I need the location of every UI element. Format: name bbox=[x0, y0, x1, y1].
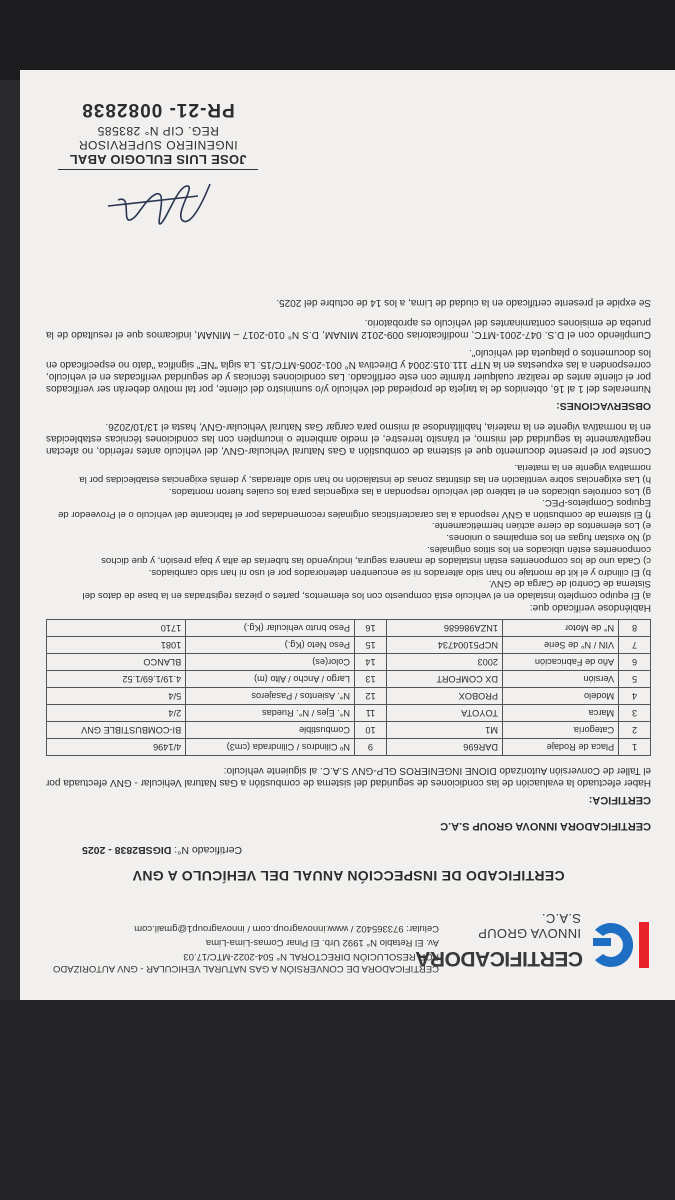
certificate-number-value: DIGSB2838 - 2025 bbox=[82, 844, 172, 856]
field-value: DX COMFORT bbox=[386, 671, 502, 688]
certifica-heading: CERTIFICA: bbox=[588, 794, 651, 806]
row-number: 10 bbox=[355, 722, 387, 739]
issue-date-line: Se expide el presente certificado en la ciudad de Lima, a los 14 de octubre del 2025. bbox=[276, 296, 651, 308]
row-number: 7 bbox=[619, 637, 651, 654]
field-label: Modelo bbox=[503, 688, 619, 705]
row-number: 16 bbox=[355, 620, 387, 637]
conclusion-paragraph: Conste por el presente documento que el sistema de combustión a Gas Natural Vehicular-GNV, del vehículo antes referido, no afectan negativamente la seguridad del mismo, el tránsito terrestre, el medio ambiente o incumplen con las condiciones técnicas establecidas en la normativa vigente en la materia, habilitándose al mismo para cargar Gas Natural Vehicular-GNV, hasta el 13/10/2026. bbox=[46, 420, 651, 456]
list-item: d) No existan fugas en los empalmes o uniones. bbox=[446, 532, 651, 544]
field-label: Año de Fabricación bbox=[503, 654, 619, 671]
logo-icon bbox=[587, 916, 651, 974]
field-label: Combustible bbox=[186, 722, 355, 739]
field-label: Versión bbox=[503, 671, 619, 688]
field-label: VIN / N° de Serie bbox=[503, 637, 619, 654]
field-value: 4/1496 bbox=[47, 739, 186, 756]
certificate-sheet bbox=[20, 70, 675, 1000]
brand-name: CERTIFICADORA bbox=[415, 947, 583, 970]
observation-paragraph: Numerales del 1 al 16, obtenidos de la tarjeta de propiedad del vehículo y/o suministro del cliente, por tal motivo deberán ser verificados por el cliente antes de realizar cualquier trámite con este certificado. Las condiciones técnicas y de seguridad verificadas en el vehículo, corresponden a las expuestas en la NTP 111.015:2004 y Directiva N° 001-2005-MTC/15. La sigla "NE" significa "dato no especificado en los documentos o plaqueta del vehículo". bbox=[46, 346, 651, 394]
field-value: 4.19/1.69/1.52 bbox=[47, 671, 186, 688]
field-value: PROBOX bbox=[386, 688, 502, 705]
table-row bbox=[47, 654, 651, 671]
list-item: e) Los elementos de cierre actúen herméticamente. bbox=[431, 520, 651, 532]
field-value: TOYOTA bbox=[386, 705, 502, 722]
field-value: NCP51004734 bbox=[386, 637, 502, 654]
field-value: 2/4 bbox=[47, 705, 186, 722]
table-row bbox=[47, 671, 651, 688]
row-number: 4 bbox=[619, 688, 651, 705]
certificate-number bbox=[46, 844, 651, 856]
document-code: PR-21- 0082838 bbox=[81, 99, 235, 120]
document-title: CERTIFICADO DE INSPECCIÓN ANUAL DEL VEHÍCULO A GNV bbox=[132, 868, 565, 884]
row-number: 15 bbox=[355, 637, 387, 654]
observation-paragraph: Cumpliendo con el D.S. 047-2001-MTC, modificatorias 009-2012 MINAM, D.S N° 010-2017 – MINAM, indicamos que el resultado de la prueba de emisiones contaminantes del vehículo es aprobatorio. bbox=[46, 316, 651, 340]
row-number: 5 bbox=[619, 671, 651, 688]
field-label: Color(es) bbox=[186, 654, 355, 671]
list-item: g) Los controles ubicados en el tablero del vehículo respondan a las exigencias para los cuales fueron montados. bbox=[168, 485, 651, 497]
address-text: Av. El Retablo N° 1992 Urb. El Pinar Comas-Lima-Lima bbox=[205, 937, 439, 948]
field-label: Marca bbox=[503, 705, 619, 722]
table-row bbox=[47, 722, 651, 739]
field-label: Peso Neto (Kg.) bbox=[186, 637, 355, 654]
vehicle-table bbox=[46, 619, 651, 756]
handwritten-signature bbox=[98, 172, 218, 234]
background-top bbox=[0, 0, 675, 80]
row-number: 8 bbox=[619, 620, 651, 637]
signer-registration: REG. CIP N° 283585 bbox=[97, 124, 219, 138]
field-value: 1710 bbox=[47, 620, 186, 637]
row-number: 3 bbox=[619, 705, 651, 722]
field-label: N°. Asientos / Pasajeros bbox=[186, 688, 355, 705]
field-value: M1 bbox=[386, 722, 502, 739]
brand-subname: INNOVA GROUP S.A.C. bbox=[478, 911, 581, 941]
table-row bbox=[47, 739, 651, 756]
list-item: b) El cilindro y el kit de montaje no han sido alterados ni se encuentren deteriorados por el uso ni han sido cambiados. bbox=[148, 566, 651, 578]
field-label: Categoría bbox=[503, 722, 619, 739]
certificate-number-label: Certificado N°: bbox=[174, 844, 243, 856]
row-number: 1 bbox=[619, 739, 651, 756]
row-number: 2 bbox=[619, 722, 651, 739]
company-logo bbox=[415, 911, 651, 974]
row-number: 9 bbox=[355, 739, 387, 756]
verification-list bbox=[46, 462, 651, 601]
table-row bbox=[47, 705, 651, 722]
table-row bbox=[47, 688, 651, 705]
list-item: h) Las exigencias sobre ventilación en las distintas zonas de instalación no han sido alteradas, y demás exigencias establecidas por la normativa vigente en la materia. bbox=[79, 462, 651, 486]
list-item: f) El sistema de combustión a GNV responda a las características originales recomendadas por el fabricante del vehículo o el Proveedor de Equipos Completos-PEC. bbox=[58, 497, 651, 520]
row-number: 12 bbox=[355, 688, 387, 705]
field-value: BI-COMBUSTIBLE GNV bbox=[47, 722, 186, 739]
field-value: 2003 bbox=[386, 654, 502, 671]
field-label: Peso bruto vehicular (Kg.) bbox=[186, 620, 355, 637]
field-label: Nº Cilindros / Cilindrada (cm3) bbox=[186, 739, 355, 756]
field-value: 5/4 bbox=[47, 688, 186, 705]
authorization-text: CERTIFICADORA DE CONVERSIÓN A GAS NATURAL VEHICULAR - GNV AUTORIZADO POR RESOLUCIÓN DIRECTORAL N° 504-2022-MTC/17.03 bbox=[52, 951, 439, 974]
field-label: Placa de Rodaje bbox=[503, 739, 619, 756]
field-label: N°. Ejes / N°. Ruedas bbox=[186, 705, 355, 722]
table-row bbox=[47, 637, 651, 654]
background-bottom bbox=[0, 1000, 675, 1200]
intro-paragraph: Haber efectuado la evaluación de las condiciones de seguridad del sistema de combustión a Gas Natural Vehicular - GNV efectuada por el Taller de Conversión Autorizado DIONE INGENIEROS GLP-GNV S.A.C. al siguiente vehículo: bbox=[46, 765, 651, 788]
field-label: N° de Motor bbox=[503, 620, 619, 637]
signature-block bbox=[58, 98, 258, 170]
verified-intro: Habiéndose verificado que: bbox=[529, 602, 651, 613]
field-value: 1081 bbox=[47, 637, 186, 654]
observations-heading: OBSERVACIONES: bbox=[556, 399, 651, 412]
row-number: 6 bbox=[619, 654, 651, 671]
table-row bbox=[47, 620, 651, 637]
company-heading: CERTIFICADORA INNOVA GROUP S.A.C bbox=[440, 820, 651, 832]
list-item: a) El equipo completo instalado en el vehículo está compuesto con los elementos, partes o piezas registradas en la base de datos del Sistema de Control de Carga de GNV. bbox=[82, 578, 651, 601]
field-value: DAR696 bbox=[386, 739, 502, 756]
signer-name: JOSE LUIS EULOGIO ABAL bbox=[58, 152, 258, 170]
row-number: 13 bbox=[355, 671, 387, 688]
field-label: Largo / Ancho / Alto (m) bbox=[186, 671, 355, 688]
field-value: BLANCO bbox=[47, 654, 186, 671]
contact-text: Celular: 973365402 / www.innovagroup.com / innovagroup1@gmail.com bbox=[134, 923, 439, 934]
row-number: 14 bbox=[355, 654, 387, 671]
row-number: 11 bbox=[355, 705, 387, 722]
signer-role: INGENIERO SUPERVISOR bbox=[78, 138, 238, 152]
field-value: 1NZA986686 bbox=[386, 620, 502, 637]
letterhead bbox=[46, 888, 651, 978]
list-item: c) Cada uno de los componentes están instalados de manera segura, incluyendo las tuberías de alta y baja presión, y que dichos componentes estén ubicados en los sitios originales. bbox=[101, 543, 651, 567]
